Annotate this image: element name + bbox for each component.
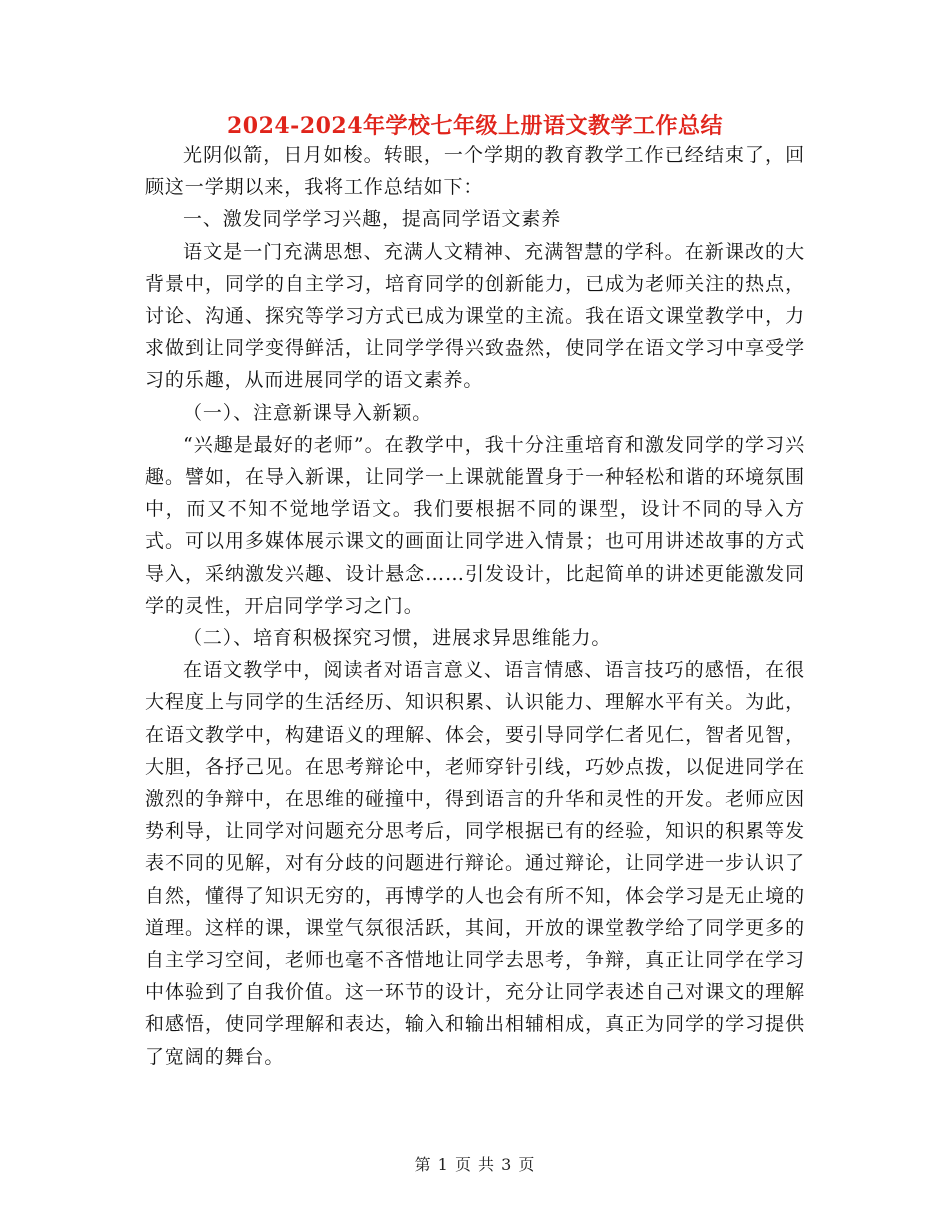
subsection-heading-1: （一）、注意新课导入新颖。 [183,401,433,424]
subsection-heading-2: （二）、培育积极探究习惯，进展求异思维能力。 [183,627,612,650]
body-paragraph: “兴趣是最好的老师”。在教学中，我十分注重培育和激发同学的学习兴趣。譬如，在导入新课，让同学一上课就能置身于一种轻松和谐的环境氛围中，而又不知不觉地学语文。我们要根据不同的课型，设计不同的导入方式。可以用多媒体展示课文的画面让同学进入情景；也可用讲述故事的方式导入，采纳激发兴趣、设计悬念……引发设计，比起简单的讲述更能激发同学的灵性，开启同学学习之门。 [145,433,805,617]
document-title: 2024-2024年学校七年级上册语文教学工作总结 [226,113,724,139]
body-paragraph: 语文是一门充满思想、充满人文精神、充满智慧的学科。在新课改的大背景中，同学的自主学习，培育同学的创新能力，已成为老师关注的热点，讨论、沟通、探究等学习方式已成为课堂的主流。我在语文课堂教学中，力求做到让同学变得鲜活，让同学学得兴致盎然，使同学在语文学习中享受学习的乐趣，从而进展同学的语文素养。 [145,240,805,392]
intro-paragraph: 光阴似箭，日月如梭。转眼，一个学期的教育教学工作已经结束了，回顾这一学期以来，我将工作总结如下： [145,144,805,199]
body-paragraph: 在语文教学中，阅读者对语言意义、语言情感、语言技巧的感悟，在很大程度上与同学的生活经历、知识积累、认识能力、理解水平有关。为此，在语文教学中，构建语义的理解、体会，要引导同学仁者见仁，智者见智，大胆，各抒己见。在思考辩论中，老师穿针引线，巧妙点拨，以促进同学在激烈的争辩中，在思维的碰撞中，得到语言的升华和灵性的开发。老师应因势利导，让同学对问题充分思考后，同学根据已有的经验，知识的积累等发表不同的见解，对有分歧的问题进行辩论。通过辩论，让同学进一步认识了自然，懂得了知识无穷的，再博学的人也会有所不知，体会学习是无止境的道理。这样的课，课堂气氛很活跃，其间，开放的课堂教学给了同学更多的自主学习空间，老师也毫不吝惜地让同学去思考，争辩，真正让同学在学习中体验到了自我价值。这一环节的设计，充分让同学表述自己对课文的理解和感悟，使同学理解和表达，输入和输出相辅相成，真正为同学的学习提供了宽阔的舞台。 [145,659,805,1068]
section-heading-1: 一、激发同学学习兴趣，提高同学语文素养 [183,208,562,231]
page-number-footer: 第 1 页 共 3 页 [414,1155,536,1174]
document-body [145,139,805,1073]
